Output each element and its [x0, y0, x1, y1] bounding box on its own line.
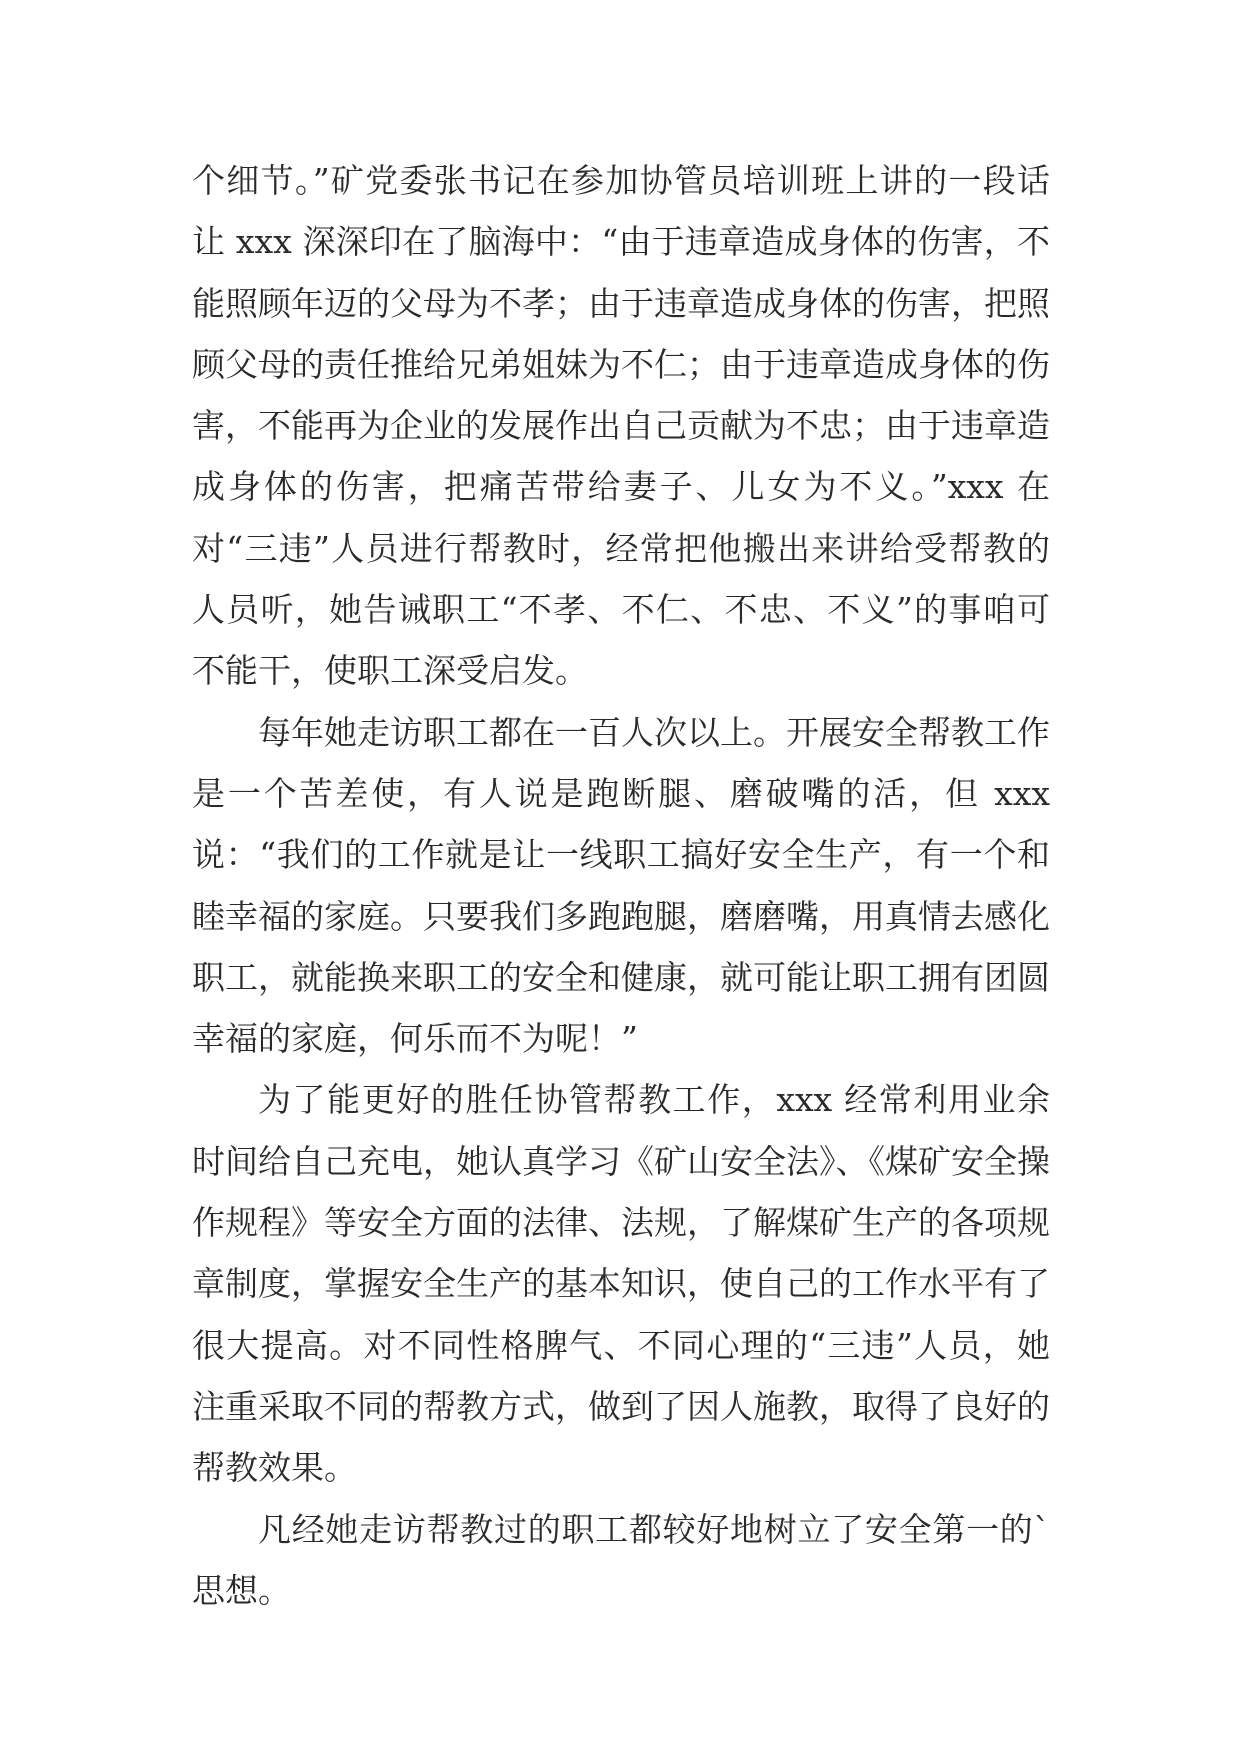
body-paragraph-1: 个细节。”矿党委张书记在参加协管员培训班上讲的一段话让 xxx 深深印在了脑海中：“由于违章造成身体的伤害，不能照顾年迈的父母为不孝；由于违章造成身体的伤害，把照顾父母的责任推给兄弟姐妹为不仁；由于违章造成身体的伤害，不能再为企业的发展作出自己贡献为不忠；由于违章造成身体的伤害，把痛苦带给妻子、儿女为不义。”xxx 在对“三违”人员进行帮教时，经常把他搬出来讲给受帮教的人员听，她告诫职工“不孝、不仁、不忠、不义”的事咱可不能干，使职工深受启发。	[192, 161, 1050, 691]
body-paragraph-2: 每年她走访职工都在一百人次以上。开展安全帮教工作是一个苦差使，有人说是跑断腿、磨破嘴的活，但 xxx 说：“我们的工作就是让一线职工搞好安全生产，有一个和睦幸福的家庭。只要我们多跑跑腿，磨磨嘴，用真情去感化职工，就能换来职工的安全和健康，就可能让职工拥有团圆幸福的家庭，何乐而不为呢！”	[192, 712, 1050, 1059]
document-page	[192, 150, 1050, 1621]
body-paragraph-4: 凡经她走访帮教过的职工都较好地树立了安全第一的`思想。	[192, 1509, 1050, 1610]
body-paragraph-3: 为了能更好的胜任协管帮教工作，xxx 经常利用业余时间给自己充电，她认真学习《矿山安全法》、《煤矿安全操作规程》等安全方面的法律、法规，了解煤矿生产的各项规章制度，掌握安全生产的基本知识，使自己的工作水平有了很大提高。对不同性格脾气、不同心理的“三违”人员，她注重采取不同的帮教方式，做到了因人施教，取得了良好的帮教效果。	[192, 1080, 1050, 1488]
